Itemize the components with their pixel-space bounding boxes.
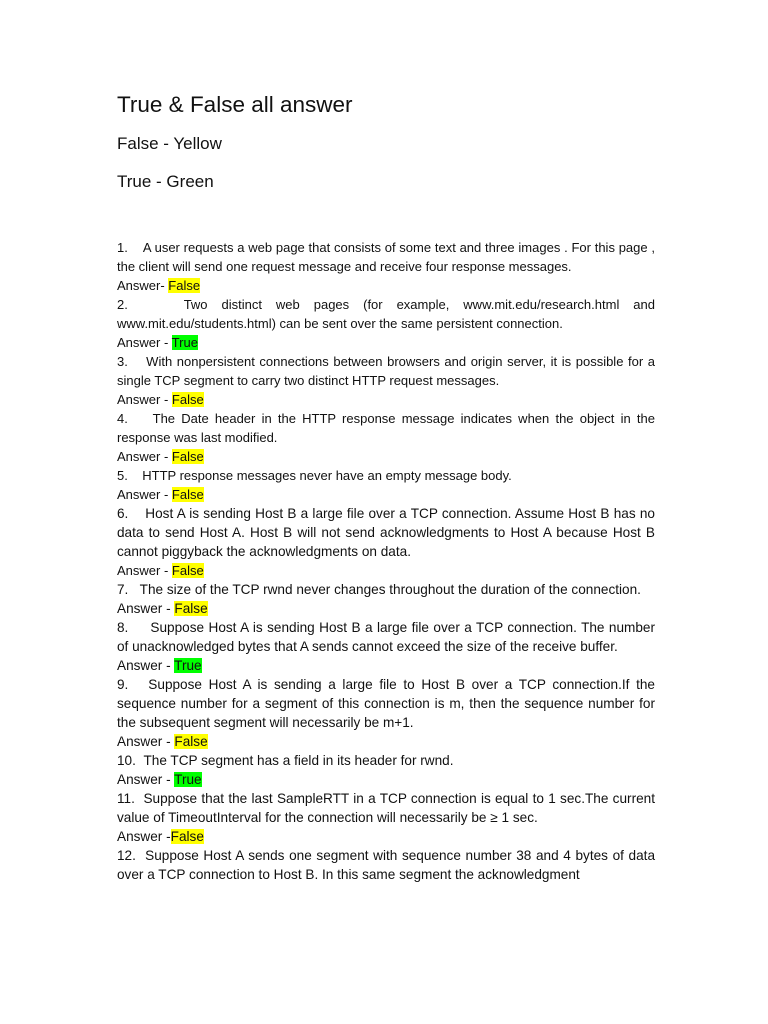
- question-item: [117, 675, 655, 751]
- question-list: [117, 238, 655, 884]
- answer-value: False: [174, 734, 208, 749]
- answer-label: Answer -: [117, 829, 171, 844]
- answer-line: [117, 656, 655, 675]
- question-text: 2. Two distinct web pages (for example, www.mit.edu/research.html and www.mit.edu/students.html) can be sent over the same persistent connection.: [117, 297, 655, 331]
- answer-label: Answer -: [117, 392, 172, 407]
- question-text: 6. Host A is sending Host B a large file over a TCP connection. Assume Host B has no data to send Host A. Host B will not send acknowledgments to Host A because Host B cannot piggyback the acknowledgments on data.: [117, 506, 655, 559]
- answer-label: Answer -: [117, 487, 172, 502]
- question-item: [117, 504, 655, 580]
- question-text: 9. Suppose Host A is sending a large file to Host B over a TCP connection.If the sequence number for a segment of this connection is m, then the sequence number for the subsequent segment will necessarily be m+1.: [117, 677, 655, 730]
- answer-value: True: [174, 772, 202, 787]
- question-item: [117, 238, 655, 295]
- question-text: 5. HTTP response messages never have an empty message body.: [117, 468, 512, 483]
- answer-line: [117, 770, 655, 789]
- question-item: [117, 295, 655, 352]
- answer-value: True: [174, 658, 202, 673]
- question-item: [117, 846, 655, 884]
- legend-false: False - Yellow: [117, 134, 222, 153]
- question-text: 11. Suppose that the last SampleRTT in a TCP connection is equal to 1 sec.The current value of TimeoutInterval for the connection will necessarily be ≥ 1 sec.: [117, 791, 655, 825]
- answer-label: Answer -: [117, 449, 172, 464]
- question-item: [117, 352, 655, 409]
- answer-line: [117, 447, 655, 466]
- page-title: True & False all answer: [117, 92, 353, 117]
- answer-line: [117, 276, 655, 295]
- answer-label: Answer -: [117, 335, 172, 350]
- answer-label: Answer -: [117, 601, 175, 616]
- answer-value: True: [171, 335, 198, 350]
- question-item: [117, 618, 655, 675]
- answer-label: Answer-: [117, 278, 169, 293]
- question-text: 12. Suppose Host A sends one segment with sequence number 38 and 4 bytes of data over a TCP connection to Host B. In this same segment the acknowledgment: [117, 848, 655, 882]
- answer-value: False: [171, 487, 204, 502]
- question-text: 3. With nonpersistent connections between browsers and origin server, it is possible for a single TCP segment to carry two distinct HTTP request messages.: [117, 354, 655, 388]
- answer-line: [117, 485, 655, 504]
- question-text: 4. The Date header in the HTTP response message indicates when the object in the response was last modified.: [117, 411, 655, 445]
- question-item: [117, 580, 655, 618]
- answer-value: False: [171, 449, 204, 464]
- question-text: 1. A user requests a web page that consists of some text and three images . For this page , the client will send one request message and receive four response messages.: [117, 240, 655, 274]
- legend-true: True - Green: [117, 172, 214, 191]
- answer-line: [117, 827, 655, 846]
- answer-value: False: [174, 601, 208, 616]
- question-item: [117, 466, 655, 504]
- answer-label: Answer -: [117, 772, 175, 787]
- answer-label: Answer -: [117, 563, 172, 578]
- answer-line: [117, 333, 655, 352]
- answer-line: [117, 390, 655, 409]
- question-item: [117, 751, 655, 789]
- answer-value: False: [171, 392, 204, 407]
- answer-label: Answer -: [117, 734, 175, 749]
- answer-line: [117, 732, 655, 751]
- answer-label: Answer -: [117, 658, 175, 673]
- question-text: 7. The size of the TCP rwnd never changes throughout the duration of the connection.: [117, 582, 641, 597]
- answer-value: False: [171, 563, 204, 578]
- question-item: [117, 409, 655, 466]
- answer-line: [117, 561, 655, 580]
- answer-value: False: [170, 829, 204, 844]
- question-text: 8. Suppose Host A is sending Host B a large file over a TCP connection. The number of unacknowledged bytes that A sends cannot exceed the size of the receive buffer.: [117, 620, 655, 654]
- question-item: [117, 789, 655, 846]
- answer-value: False: [168, 278, 201, 293]
- answer-line: [117, 599, 655, 618]
- question-text: 10. The TCP segment has a field in its header for rwnd.: [117, 753, 454, 768]
